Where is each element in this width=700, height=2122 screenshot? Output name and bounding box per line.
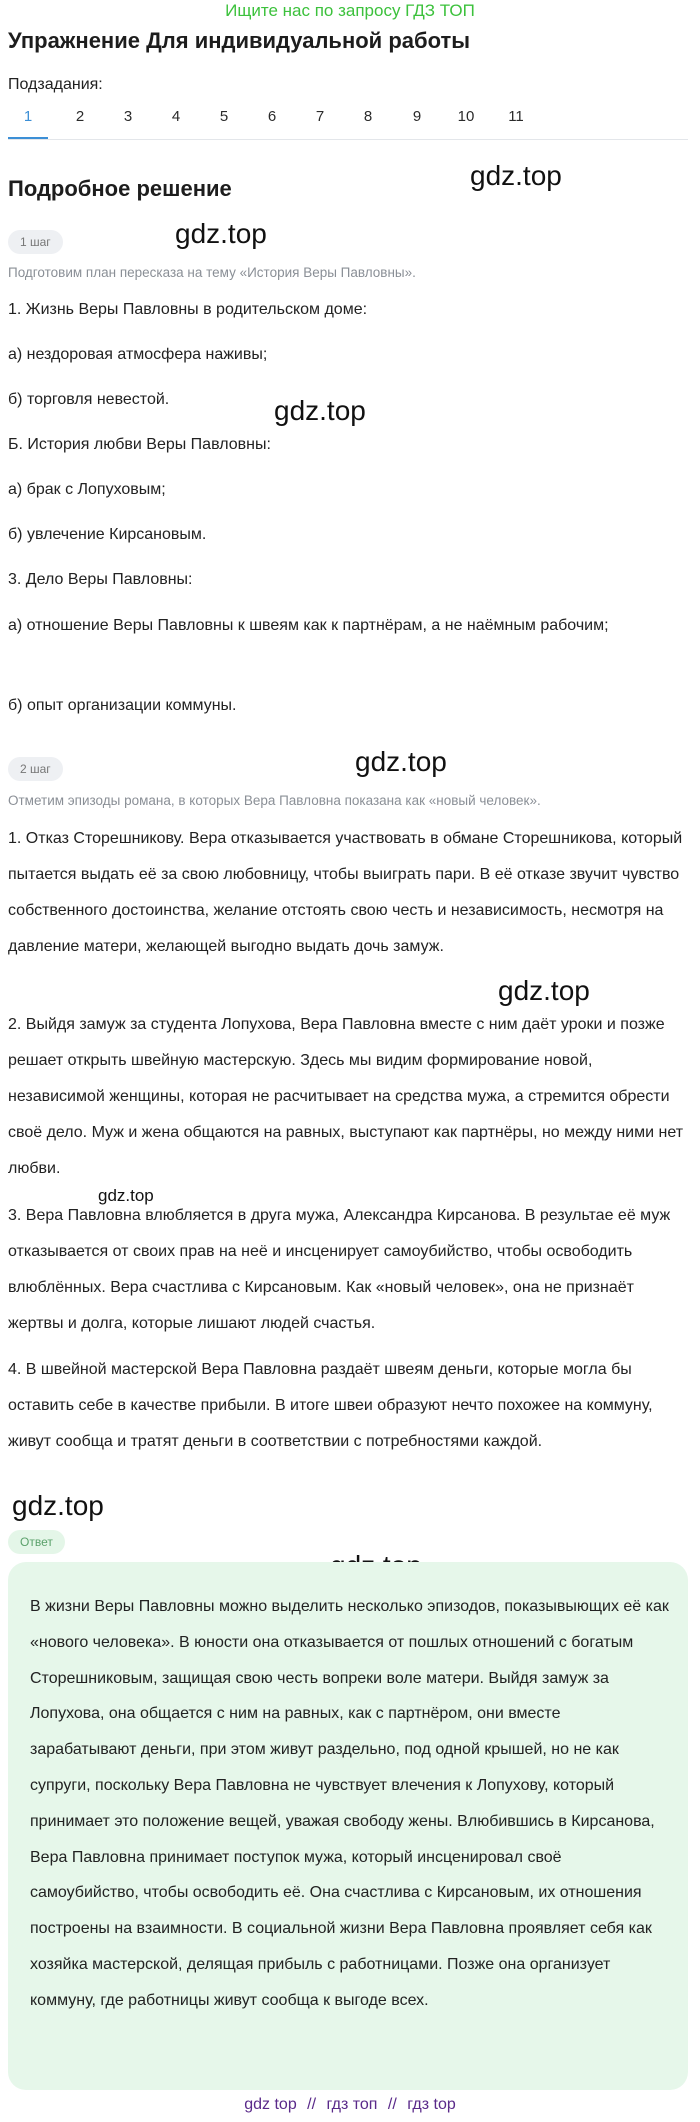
tab-9[interactable]: 9 — [412, 108, 422, 125]
watermark: gdz.top — [98, 1186, 154, 1205]
tab-7[interactable]: 7 — [315, 108, 325, 125]
step-intro: Подготовим план пересказа на тему «История Веры Павловны». — [8, 265, 416, 280]
footer-separator: // — [387, 2096, 397, 2113]
answer-text: В жизни Веры Павловны можно выделить несколько эпизодов, показывыющих её как «нового человека». В юности она отказывается от пошлых отношений с богатым Сторешниковым, защищая свою честь вопреки воле матери. Выйдя замуж за Лопухова, она общается с ним на равных, как с партнёром, они вместе зарабатывают деньги, при этом живут раздельно, под одной крышей, но не как супруги, поскольку Вера Павловна не чувствует влечения к Лопухову, который принимает это положение вещей, уважая свободу жены. Влюбившись в Кирсанова, Вера Павловна принимает поступок мужа, который инсценировал своё самоубийство, чтобы освободить её. Она счастлива с Кирсановым, их отношения построены на взаимности. В социальной жизни Вера Павловна проявляет себя как хозяйка мастерской, делящая прибыль с работницами. Позже она организует коммуну, где работницы живут сообща к выгоде всех. — [30, 1598, 669, 2009]
exercise-title: Упражнение Для индивидуальной работы — [8, 28, 471, 53]
episode-paragraph: 3. Вера Павловна влюбляется в друга мужа, Александра Кирсанова. В результае её муж отказывается от своих прав на неё и инсценирует самоубийство, чтобы освободить влюблённых. Вера счастлива с Кирсановым. Как «новый человек», она не признаёт жертвы и долга, которые лишают людей счастья. — [8, 1207, 671, 1332]
watermark: gdz.top — [470, 160, 562, 191]
tab-6[interactable]: 6 — [267, 108, 277, 125]
plan-line: 1. Жизнь Веры Павловны в родительском доме: — [8, 301, 368, 318]
footer-link-gdz-top[interactable]: gdz top — [244, 2096, 297, 2113]
tab-10[interactable]: 10 — [457, 108, 475, 125]
subtasks-label: Подзадания: — [8, 76, 103, 93]
answer-badge: Ответ — [8, 1530, 65, 1554]
tab-4[interactable]: 4 — [171, 108, 181, 125]
plan-line: б) торговля невестой. — [8, 391, 170, 408]
footer-link-gdz-top-mixed[interactable]: гдз top — [407, 2096, 456, 2113]
footer-link-gdz-top-ru[interactable]: гдз топ — [326, 2096, 378, 2113]
plan-line: б) увлечение Кирсановым. — [8, 526, 207, 543]
footer-separator: // — [307, 2096, 317, 2113]
tab-5[interactable]: 5 — [219, 108, 229, 125]
plan-line: а) отношение Веры Павловны к швеям как к партнёрам, а не наёмным рабочим; — [8, 617, 609, 634]
subtask-tabs — [8, 106, 688, 140]
tab-3[interactable]: 3 — [123, 108, 133, 125]
watermark: gdz.top — [12, 1490, 104, 1521]
search-banner: Ищите нас по запросу ГДЗ ТОП — [225, 1, 475, 20]
episode-paragraph: 1. Отказ Сторешникову. Вера отказывается участвовать в обмане Сторешникова, который пытается выдать её за свою любовницу, чтобы выиграть пари. В её отказе звучит чувство собственного достоинства, желание отстоять свою честь и независимость, несмотря на давление матери, желающей выгодно выдать дочь замуж. — [8, 830, 683, 955]
tab-2[interactable]: 2 — [75, 108, 85, 125]
watermark: gdz.top — [498, 975, 590, 1006]
tab-1[interactable]: 1 — [8, 108, 48, 139]
plan-line: а) нездоровая атмосфера наживы; — [8, 346, 268, 363]
step-badge: 1 шаг — [8, 230, 63, 254]
watermark: gdz.top — [355, 746, 447, 777]
step-badge: 2 шаг — [8, 757, 63, 781]
episode-paragraph: 2. Выйдя замуж за студента Лопухова, Вера Павловна вместе с ним даёт уроки и позже решает открыть швейную мастерскую. Здесь мы видим формирование новой, независимой женщины, которая не расчитывает на средства мужа, а стремится обрести своё дело. Муж и жена общаются на равных, выступают как партнёры, но между ними нет любви. — [8, 1016, 684, 1177]
plan-line: Б. История любви Веры Павловны: — [8, 436, 271, 453]
solution-title: Подробное решение — [8, 176, 232, 201]
watermark: gdz.top — [274, 395, 366, 426]
tab-11[interactable]: 11 — [508, 108, 524, 125]
step-intro: Отметим эпизоды романа, в которых Вера Павловна показана как «новый человек». — [8, 793, 541, 808]
episode-paragraph: 4. В швейной мастерской Вера Павловна раздаёт швеям деньги, которые могла бы оставить себе в качестве прибыли. В итоге швеи образуют нечто похожее на коммуну, живут сообща и тратят деньги в соответствии с потребностями каждой. — [8, 1361, 653, 1450]
tab-8[interactable]: 8 — [363, 108, 373, 125]
watermark: gdz.top — [175, 218, 267, 249]
footer-links — [0, 2096, 700, 2114]
plan-line: 3. Дело Веры Павловны: — [8, 571, 193, 588]
plan-line: а) брак с Лопуховым; — [8, 481, 166, 498]
plan-line: б) опыт организации коммуны. — [8, 697, 237, 714]
